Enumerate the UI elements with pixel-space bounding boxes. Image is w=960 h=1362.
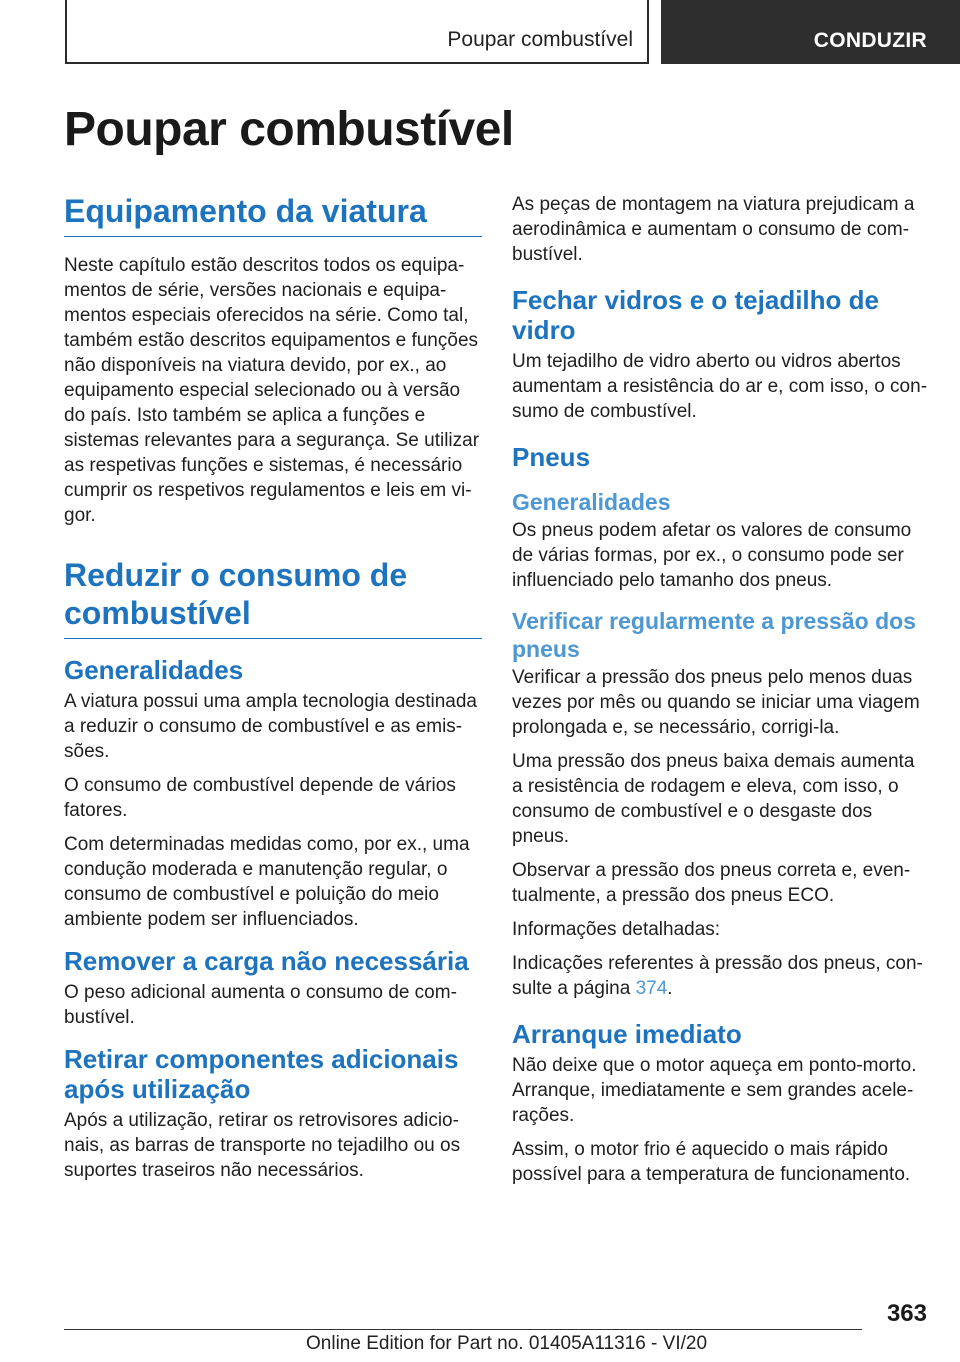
paragraph-generalidades-3: Com determinadas medidas como, por ex., uma condução moderada e manutenção regular, o consumo de combustível e poluição do meio ambiente podem ser influenciados. <box>64 834 470 930</box>
heading-arranque-imediato: Arranque imediato <box>512 1019 742 1049</box>
paragraph-equipamento: Neste capítulo estão descritos todos os equipamentos de série, versões nacionais e equipamentos especiais oferecidos na série. Como tal, também estão descritos equipamentos e funções não disponíveis na viatura devido, por ex., ao equipamento especial selecionado ou à versão do país. Isto também se aplica a funções e sistemas relevantes para a segurança. Se utilizar as respetivas funções e sistemas, é necessário cumprir os respetivos regulamentos e leis em vigor. <box>64 255 480 526</box>
paragraph-pecas-montagem: As peças de montagem na viatura prejudicam a aerodinâmica e aumentam o consumo de combustível. <box>512 194 915 265</box>
paragraph-retirar-componentes: Após a utilização, retirar os retrovisores adicionais, as barras de transporte no tejadilho ou os suportes traseiros não necessários. <box>64 1110 461 1181</box>
paragraph-verificar-1: Verificar a pressão dos pneus pelo menos duas vezes por mês ou quando se iniciar uma viagem prolongada e, se necessário, corrigi-la. <box>512 667 920 738</box>
heading-verificar-pressao: Verificar regularmente a pressão dos pneus <box>512 608 916 662</box>
paragraph-verificar-5 <box>512 951 928 1001</box>
heading-reduzir: Reduzir o consumo de combustível <box>64 556 482 639</box>
paragraph-verificar-2: Uma pressão dos pneus baixa demais aumenta a resistência de rodagem e eleva, com isso, o consumo de combustível e o desgaste dos pneus. <box>512 751 915 847</box>
left-column <box>64 192 482 1192</box>
paragraph-verificar-4: Informações detalhadas: <box>512 919 721 940</box>
heading-equipamento: Equipamento da viatura <box>64 192 482 237</box>
heading-retirar-componentes: Retirar componentes adicionais após utilização <box>64 1044 459 1104</box>
paragraph-verificar-5-text: Indicações referentes à pressão dos pneus, consulte a página <box>512 953 923 999</box>
heading-generalidades: Generalidades <box>64 655 244 685</box>
paragraph-verificar-5-end: . <box>667 978 673 999</box>
paragraph-generalidades-1: A viatura possui uma ampla tecnologia destinada a reduzir o consumo de combustível e as emissões. <box>64 691 477 762</box>
right-column <box>512 192 928 1196</box>
paragraph-generalidades-2: O consumo de combustível depende de vários fatores. <box>64 775 456 821</box>
heading-pneus: Pneus <box>512 442 591 472</box>
paragraph-arranque-2: Assim, o motor frio é aquecido o mais rápido possível para a temperatura de funcionamento. <box>512 1139 911 1185</box>
header-section-tab <box>65 0 649 64</box>
header-section-label: Poupar combustível <box>447 28 633 51</box>
paragraph-remover-carga: O peso adicional aumenta o consumo de combustível. <box>64 982 457 1028</box>
heading-pneus-generalidades: Generalidades <box>512 489 671 515</box>
footer-edition: Online Edition for Part no. 01405A11316 - VI/20 <box>306 1333 708 1354</box>
footer-divider <box>64 1329 862 1330</box>
header-chapter-tab <box>661 0 960 64</box>
page-title: Poupar combustível <box>64 103 514 156</box>
heading-remover-carga: Remover a carga não necessária <box>64 946 469 976</box>
paragraph-pneus-generalidades: Os pneus podem afetar os valores de consumo de várias formas, por ex., o consumo pode ser influenciado pelo tamanho dos pneus. <box>512 520 912 591</box>
heading-fechar-vidros: Fechar vidros e o tejadilho de vidro <box>512 285 879 345</box>
page-number: 363 <box>886 1300 927 1327</box>
paragraph-fechar-vidros: Um tejadilho de vidro aberto ou vidros abertos aumentam a resistência do ar e, com isso, o consumo de combustível. <box>512 351 928 422</box>
paragraph-verificar-3: Observar a pressão dos pneus correta e, eventualmente, a pressão dos pneus ECO. <box>512 860 911 906</box>
header-chapter-label: CONDUZIR <box>813 29 927 52</box>
paragraph-arranque-1: Não deixe que o motor aqueça em ponto-morto. Arranque, imediatamente e sem grandes acelerações. <box>512 1055 917 1126</box>
page-reference-link[interactable]: 374 <box>635 978 668 999</box>
